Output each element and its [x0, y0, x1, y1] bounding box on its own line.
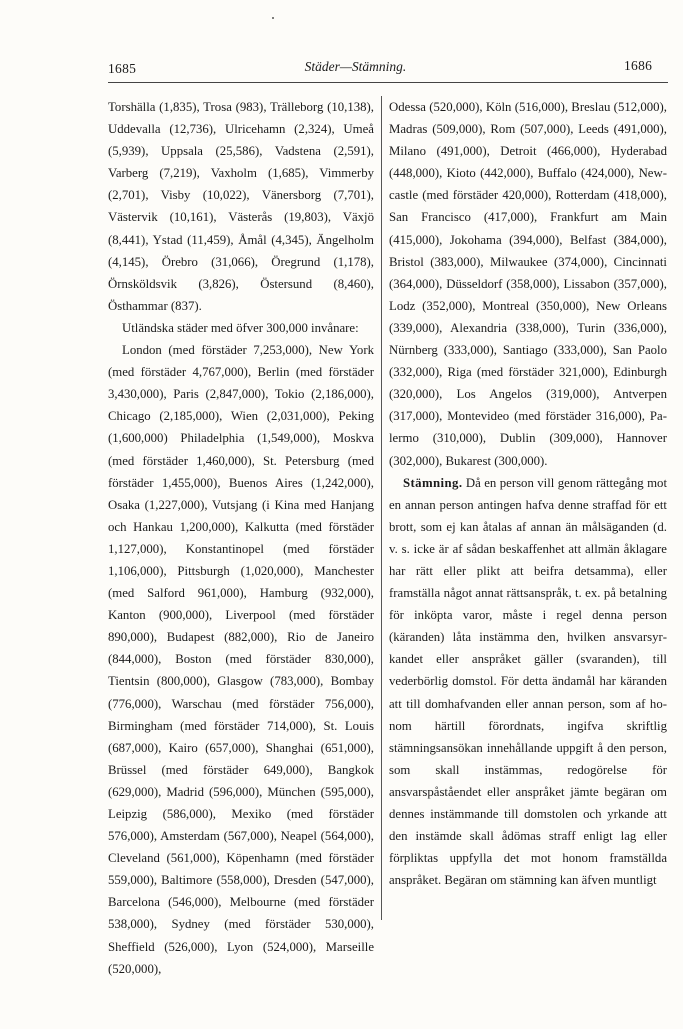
right-column	[389, 96, 667, 891]
stamning-entry	[389, 472, 667, 892]
header-rule	[108, 82, 668, 83]
entry-text: Då en person vill genom rättegång mot en annan person antingen hafva denne straffad för ett brott, som ej kan åtalas af annan än målsäganden (d. v. s. icke är af sådan beskaffenhet att allmän åklagare har rätt eller plikt att beifra detsamma), eller framställa något annat rättsanspråk, t. ex. på betalning för inköpta varor, måste i regel denna person (käranden) låta instämma den, hvilken ansvarsyrkandet eller anspråket gäller (svaranden), till vederbörlig domstol. För detta ändamål har käranden att till domhafvanden eller annan person, som af honom härtill förordnats, ingifva skriftlig stämningsansökan innehållande uppgift å den person, som skall instämmas, redogörelse för ansvarspåståendet eller anspråket jämte begäran om dennes instämmande till domstolen och yrkande att den instämde skall ådömas straff enligt lag eller förpliktas uppfylla det mot honom framställda anspråket. Begäran om stämning kan äfven muntligt	[389, 475, 667, 888]
foreign-cities-continued: Odessa (520,000), Köln (516,000), Breslau (512,000), Madras (509,000), Rom (507,000), Leeds (491,000), Milano (491,000), Detroit (466,000), Hyderabad (448,000), Kioto (442,000), Buffalo (424,000), Newcastle (med förstäder 420,000), Rotterdam (418,000), San Francisco (417,000), Frankfurt am Main (415,000), Jokohama (394,000), Belfast (384,000), Bristol (383,000), Milwaukee (374,000), Cincinnati (364,000), Düsseldorf (358,000), Lissabon (357,000), Lodz (352,000), Montreal (350,000), New Orleans (339,000), Alexandria (338,000), Turin (336,000), Nürnberg (333,000), Santiago (333,000), San Paolo (332,000), Riga (med förstäder 321,000), Edinburgh (320,000), Los Angelos (319,000), Antverpen (317,000), Montevideo (med förstäder 316,000), Palermo (310,000), Dublin (309,000), Hannover (302,000), Bukarest (300,000).	[389, 100, 667, 468]
column-divider	[381, 96, 382, 920]
entry-keyword: Stämning.	[403, 475, 463, 490]
left-column	[108, 96, 374, 980]
foreign-cities-intro: Utländska städer med öfver 300,000 invånare:	[122, 320, 359, 335]
page-header	[0, 58, 683, 82]
running-title: Städer—Stämning.	[304, 59, 407, 74]
page-number-left: 1685	[108, 61, 137, 76]
swedish-cities-paragraph: Torshälla (1,835), Trosa (983), Trälleborg (10,138), Uddevalla (12,736), Ulricehamn (2,324), Umeå (5,939), Uppsala (25,586), Vadstena (2,591), Varberg (7,219), Vaxholm (1,685), Vimmerby (2,701), Visby (10,022), Vänersborg (7,701), Västervik (10,161), Västerås (19,803), Växjö (8,441), Ystad (11,459), Åmål (4,345), Ängelholm (4,145), Örebro (31,066), Öregrund (1,178), Örnsköldsvik (3,826), Östersund (8,460), Östhammar (837).	[108, 100, 374, 313]
page-number-right: 1686	[624, 58, 653, 73]
speck-mark	[272, 17, 274, 19]
foreign-cities-paragraph: London (med förstäder 7,253,000), New York (med förstäder 4,767,000), Berlin (med förstäder 3,430,000), Paris (2,847,000), Tokio (2,186,000), Chicago (2,185,000), Wien (2,031,000), Peking (1,600,000) Philadelphia (1,549,000), Moskva (med förstäder 1,460,000), St. Petersburg (med förstäder 1,455,000), Buenos Aires (1,242,000), Osaka (1,227,000), Vutsjang (i Kina med Hanjang och Hankau 1,200,000), Kalkutta (med förstäder 1,127,000), Konstantinopel (med förstäder 1,106,000), Pittsburgh (1,020,000), Manchester (med Salford 961,000), Hamburg (932,000), Kanton (900,000), Liverpool (med förstäder 890,000), Budapest (882,000), Rio de Janeiro (844,000), Boston (med förstäder 830,000), Tientsin (800,000), Glasgow (783,000), Bombay (776,000), Warschau (med förstäder 756,000), Birmingham (med förstäder 714,000), St. Louis (687,000), Kairo (657,000), Shanghai (651,000), Brüssel (med förstäder 649,000), Bangkok (629,000), Madrid (596,000), München (595,000), Leipzig (586,000), Mexiko (med förstäder 576,000), Amsterdam (567,000), Neapel (564,000), Cleveland (561,000), Köpenhamn (med förstäder 559,000), Baltimore (558,000), Dresden (547,000), Barcelona (546,000), Melbourne (med förstäder 538,000), Sydney (med förstäder 530,000), Sheffield (526,000), Lyon (524,000), Marseille (520,000),	[108, 343, 374, 976]
